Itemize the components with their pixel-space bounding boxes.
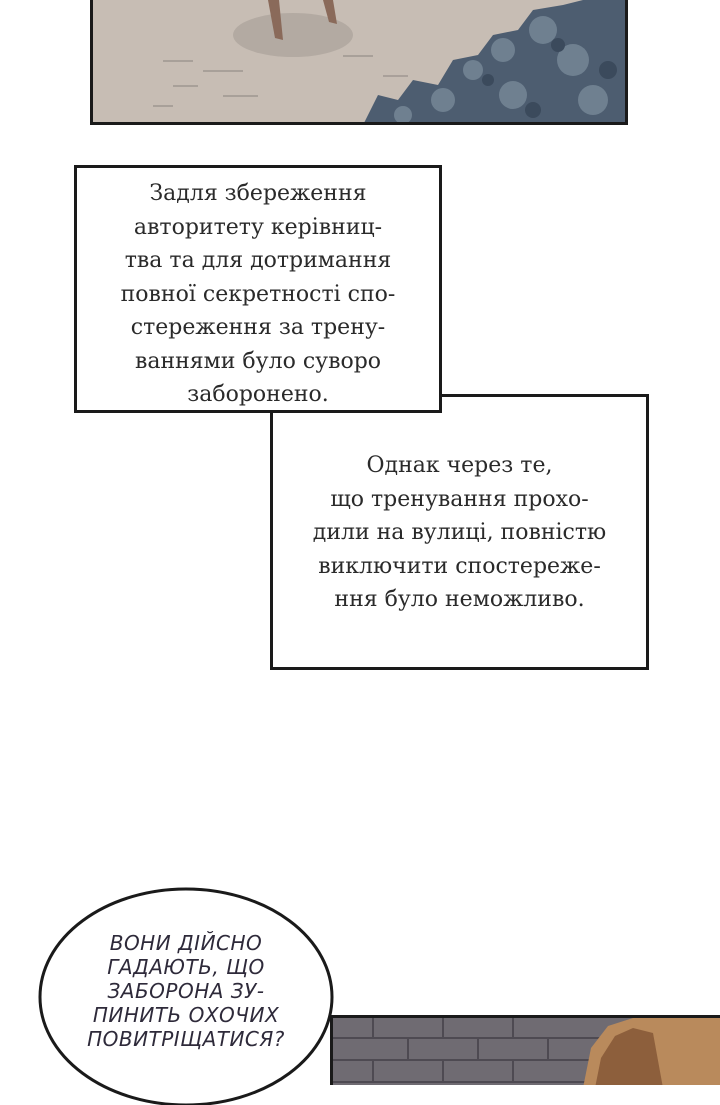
caption-line: що тренування прохо- xyxy=(330,486,589,512)
speech-bubble-text xyxy=(38,931,334,1051)
caption-line: дили на вулиці, повністю xyxy=(312,520,607,545)
speech-line: ПИНИТЬ ОХОЧИХ xyxy=(92,1003,280,1027)
speech-line: ГАДАЮТЬ, ЩО xyxy=(107,955,265,979)
caption-line: Однак через те, xyxy=(366,453,553,478)
caption-line: заборонено. xyxy=(187,382,329,407)
caption-line: авторитету керівниц- xyxy=(133,214,383,240)
speech-line: ВОНИ ДІЙСНО xyxy=(109,931,263,955)
narration-caption-2 xyxy=(270,394,649,670)
speech-line: ПОВИТРІЩАТИСЯ? xyxy=(87,1027,285,1051)
caption-line: ваннями було суворо xyxy=(134,348,382,374)
speech-line: ЗАБОРОНА ЗУ- xyxy=(107,979,265,1003)
narration-caption-1 xyxy=(74,165,442,413)
caption-line: ння було неможливо. xyxy=(334,587,585,612)
bottom-art-panel xyxy=(330,1015,720,1085)
caption-line: Задля збереження xyxy=(149,181,367,206)
caption-line: виключити спостереже- xyxy=(318,553,601,579)
caption-line: повної секретності спо- xyxy=(120,281,396,307)
caption-line: тва та для дотримання xyxy=(124,248,392,273)
brick-wall-illustration xyxy=(333,1018,720,1085)
top-art-panel xyxy=(90,0,628,125)
caption-line: стереження за трену- xyxy=(130,315,386,340)
ground-and-foliage-illustration xyxy=(93,0,628,125)
